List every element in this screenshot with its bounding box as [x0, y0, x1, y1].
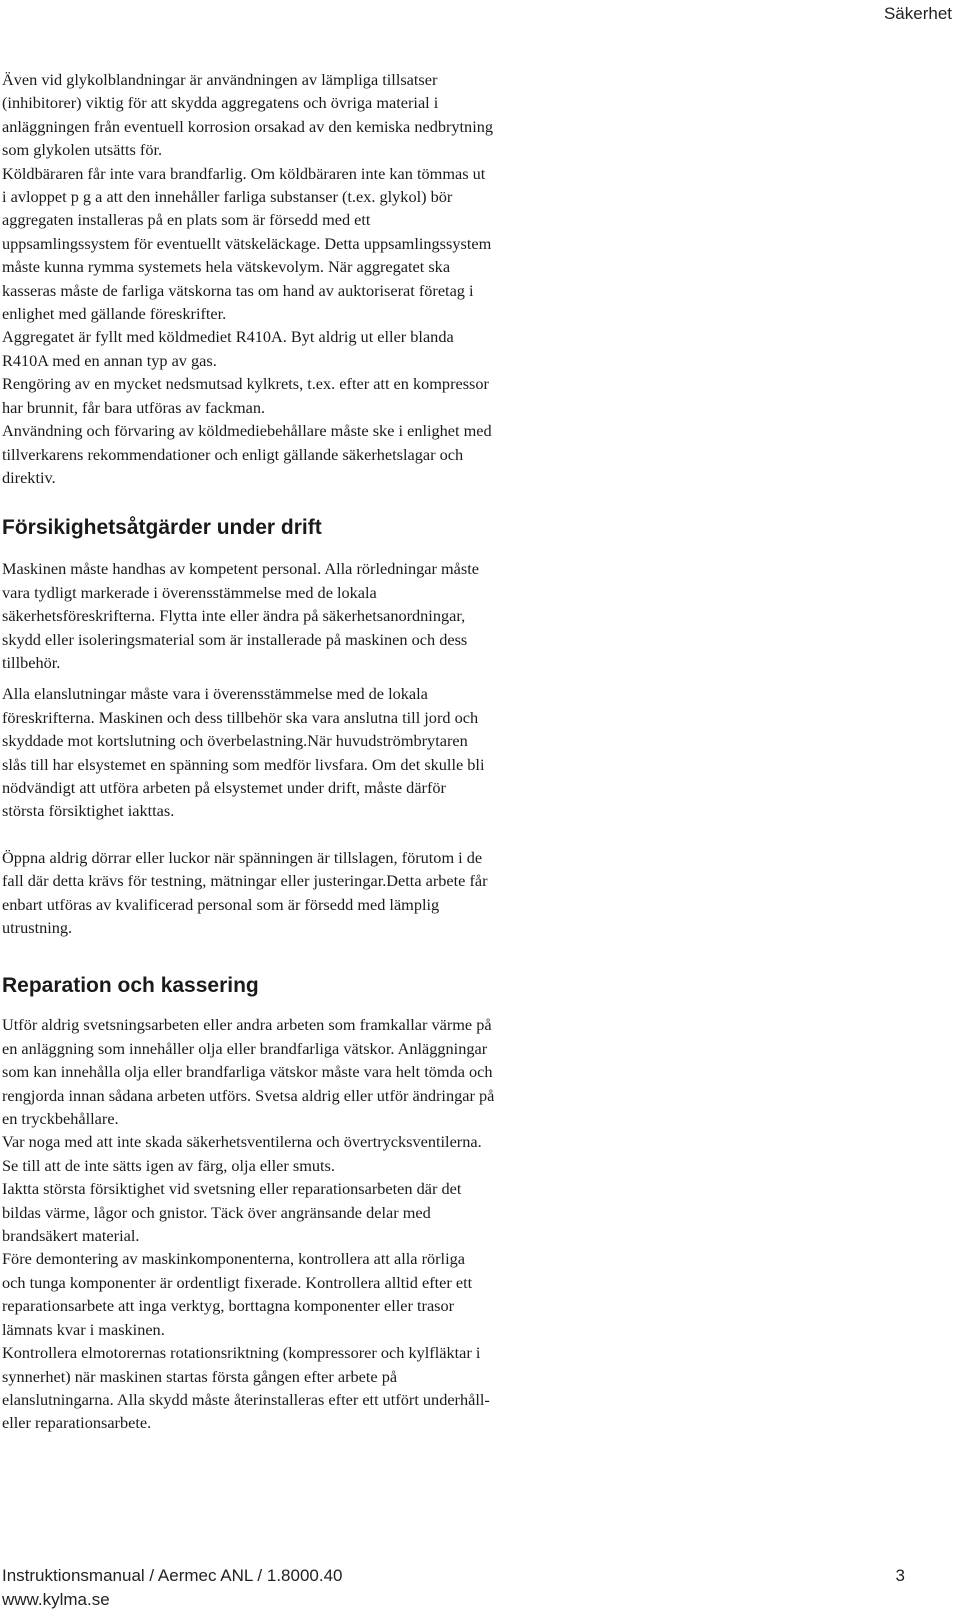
text-line: anläggningen från eventuell korrosion orsakad av den kemiska nedbrytning — [2, 116, 494, 136]
heading-precautions: Försikighetsåtgärder under drift — [2, 516, 322, 540]
text-line: kasseras måste de farliga vätskorna tas om hand av auktoriserat företag i — [2, 280, 474, 300]
precautions-paragraph-3 — [2, 846, 577, 940]
text-line: brandsäkert material. — [2, 1226, 140, 1246]
text-line: måste kunna rymma systemets hela vätskevolym. När aggregatet ska — [2, 257, 451, 277]
precautions-paragraph-1 — [2, 557, 577, 674]
text-line: skydd eller isoleringsmaterial som är installerade på maskinen och dess — [2, 629, 468, 649]
text-line: utrustning. — [2, 918, 73, 937]
footer-manual-title: Instruktionsmanual / Aermec ANL / 1.8000.40 — [2, 1566, 343, 1585]
text-line: Se till att de inte sätts igen av färg, olja eller smuts. — [2, 1155, 335, 1175]
text-line: (inhibitorer) viktig för att skydda aggregatens och övriga material i — [2, 93, 439, 113]
text-line: aggregaten installeras på en plats som är försedd med ett — [2, 210, 371, 230]
text-line: enlighet med gällande föreskrifter. — [2, 304, 227, 324]
text-line: har brunnit, får bara utföras av fackman. — [2, 397, 266, 417]
text-line: nödvändigt att utföra arbeten på elsystemet under drift, måste därför — [2, 777, 446, 797]
text-line: elanslutningarna. Alla skydd måste återinstalleras efter ett utfört underhåll- — [2, 1389, 490, 1409]
intro-paragraph — [2, 68, 577, 489]
text-line: Utför aldrig svetsningsarbeten eller andra arbeten som framkallar värme på — [2, 1015, 492, 1035]
text-line: Alla elanslutningar måste vara i överensstämmelse med de lokala — [2, 684, 428, 704]
text-line: tillbehör. — [2, 652, 61, 672]
text-line: en tryckbehållare. — [2, 1109, 119, 1129]
text-line: Före demontering av maskinkomponenterna, kontrollera att alla rörliga — [2, 1249, 465, 1269]
text-line: Aggregatet är fyllt med köldmediet R410A. Byt aldrig ut eller blanda — [2, 327, 454, 347]
text-line: Öppna aldrig dörrar eller luckor när spänningen är tillslagen, förutom i de — [2, 847, 483, 867]
text-line: vara tydligt markerade i överensstämmelse med de lokala — [2, 582, 377, 602]
text-line: föreskrifterna. Maskinen och dess tillbehör ska vara anslutna till jord och — [2, 707, 479, 727]
text-line: Köldbäraren får inte vara brandfarlig. Om köldbäraren inte kan tömmas ut — [2, 163, 486, 183]
text-line: Var noga med att inte skada säkerhetsventilerna och övertrycksventilerna. — [2, 1132, 482, 1152]
text-line: en anläggning som innehåller olja eller brandfarliga vätskor. Anläggningar — [2, 1038, 488, 1058]
page-header-section: Säkerhet — [883, 4, 952, 23]
repair-paragraph — [2, 1013, 577, 1434]
text-line: lämnats kvar i maskinen. — [2, 1319, 165, 1339]
document-body — [2, 68, 577, 1435]
text-line: Maskinen måste handhas av kompetent personal. Alla rörledningar måste — [2, 559, 479, 579]
text-line: Även vid glykolblandningar är användningen av lämpliga tillsatser — [2, 70, 438, 89]
footer-website: www.kylma.se — [2, 1590, 110, 1609]
text-line: uppsamlingssystem för eventuellt vätskeläckage. Detta uppsamlingssystem — [2, 233, 492, 253]
page-number: 3 — [895, 1566, 905, 1585]
text-line: skyddade mot kortslutning och överbelastning.När huvudströmbrytaren — [2, 731, 468, 751]
text-line: som glykolen utsätts för. — [2, 140, 163, 160]
text-line: Användning och förvaring av köldmediebehållare måste ske i enlighet med — [2, 421, 492, 441]
text-line: som kan innehålla olja eller brandfarliga vätskor måste vara helt tömda och — [2, 1062, 493, 1082]
text-line: och tunga komponenter är ordentligt fixerade. Kontrollera alltid efter ett — [2, 1272, 473, 1292]
text-line: Kontrollera elmotorernas rotationsriktning (kompressorer och kylfläktar i — [2, 1343, 481, 1363]
heading-repair: Reparation och kassering — [2, 974, 259, 998]
text-line: rengjorda innan sådana arbeten utförs. Svetsa aldrig eller utför ändringar på — [2, 1085, 495, 1105]
text-line: synnerhet) när maskinen startas första gången efter arbete på — [2, 1366, 398, 1386]
text-line: reparationsarbete att inga verktyg, borttagna komponenter eller trasor — [2, 1296, 455, 1316]
text-line: bildas värme, lågor och gnistor. Täck över angränsande delar med — [2, 1202, 431, 1222]
text-line: största försiktighet iakttas. — [2, 801, 175, 821]
text-line: R410A med en annan typ av gas. — [2, 350, 217, 370]
text-line: Rengöring av en mycket nedsmutsad kylkrets, t.ex. efter att en kompressor — [2, 374, 489, 394]
text-line: säkerhetsföreskrifterna. Flytta inte eller ändra på säkerhetsanordningar, — [2, 606, 466, 626]
text-line: direktiv. — [2, 467, 56, 487]
text-line: i avloppet p g a att den innehåller farliga substanser (t.ex. glykol) bör — [2, 187, 453, 207]
text-line: slås till har elsystemet en spänning som medför livsfara. Om det skulle bli — [2, 754, 485, 774]
precautions-paragraph-2 — [2, 682, 577, 822]
text-line: eller reparationsarbete. — [2, 1413, 152, 1433]
text-line: Iaktta största försiktighet vid svetsning eller reparationsarbeten där det — [2, 1179, 462, 1199]
text-line: fall där detta krävs för testning, mätningar eller justeringar.Detta arbete får — [2, 871, 488, 891]
page-footer — [2, 1564, 905, 1612]
text-line: tillverkarens rekommendationer och enligt gällande säkerhetslagar och — [2, 444, 464, 464]
text-line: enbart utföras av kvalificerad personal som är försedd med lämplig — [2, 894, 440, 914]
